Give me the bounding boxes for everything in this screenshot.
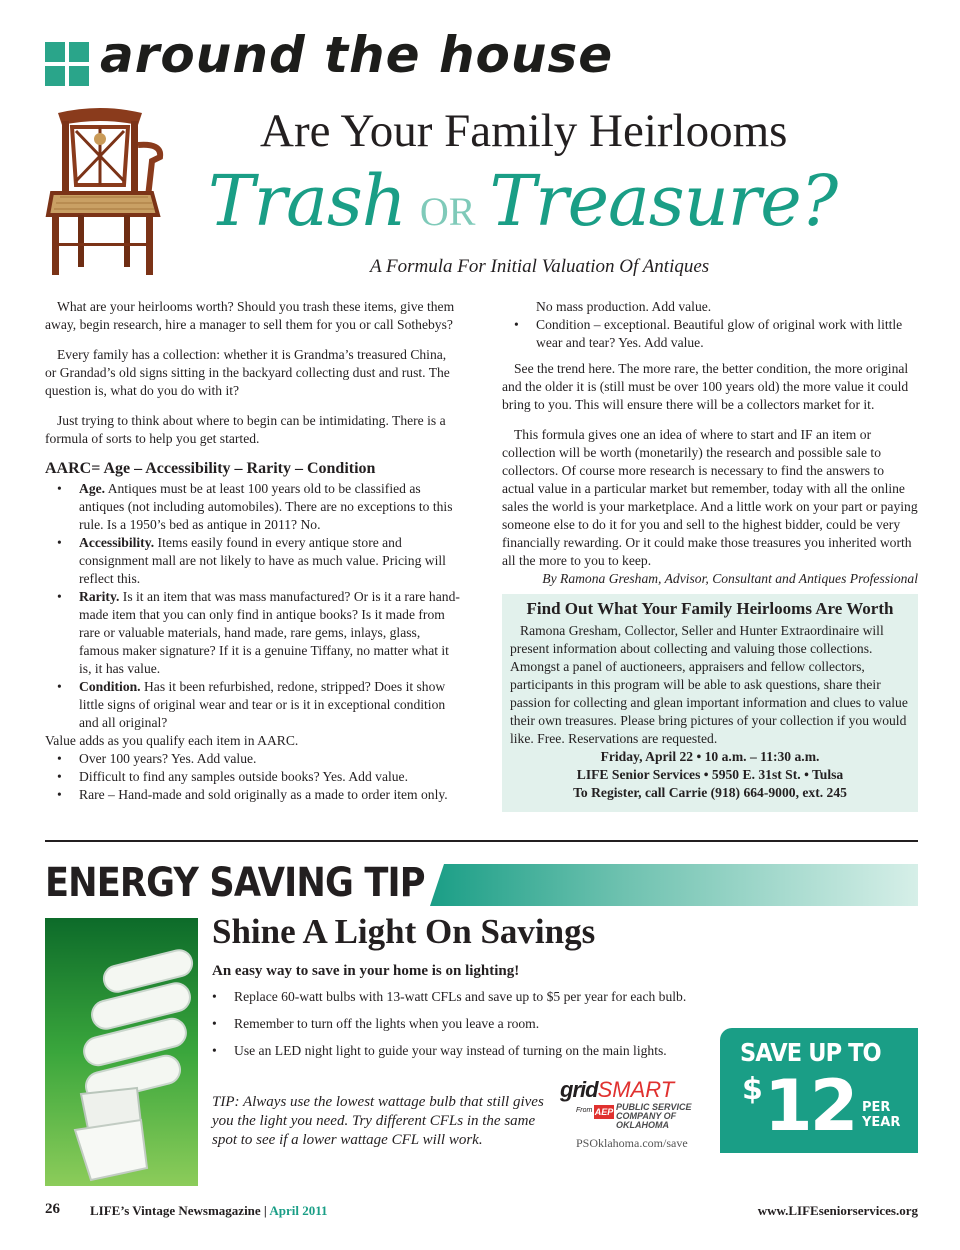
pso-from: From (576, 1107, 593, 1114)
list-item (45, 678, 460, 732)
list-item: • Rare – Hand-made and sold originally as a made to order item only. (45, 786, 460, 804)
list-item: • Replace 60-watt bulbs with 13-watt CFLs and save up to $5 per year for each bulb. (212, 989, 712, 1016)
section-title: around the house (100, 26, 614, 84)
energy-tips-list (212, 989, 712, 1070)
event-title: Find Out What Your Family Heirlooms Are Worth (526, 599, 894, 618)
criteria-text: Antiques must be at least 100 years old to be classified as antiques (not including automobiles). There are no exceptions to this rule. Is a 1950’s bed as antique in 2011? No. (79, 481, 453, 532)
energy-title: Shine A Light On Savings (212, 912, 596, 951)
list-item (45, 588, 460, 678)
page-number: 26 (45, 1201, 60, 1217)
gridsmart-smart: SMART (597, 1077, 675, 1102)
value-list (45, 750, 460, 804)
save-dollar: $ (742, 1072, 763, 1107)
aarc-heading: AARC= Age – Accessibility – Rarity – Condition (45, 460, 376, 477)
list-item: • Over 100 years? Yes. Add value. (45, 750, 460, 768)
headline-or: OR (419, 189, 476, 234)
pso-url: PSOklahoma.com/save (576, 1136, 688, 1150)
article-left-column (45, 298, 460, 804)
criteria-list (45, 480, 460, 732)
criteria-term: Accessibility. (79, 535, 155, 550)
pso-logo (576, 1103, 706, 1137)
energy-lead: An easy way to save in your home is on lighting! (212, 963, 520, 979)
list-item: • Use an LED night light to guide your way instead of turning on the main lights. (212, 1043, 712, 1070)
byline: By Ramona Gresham, Advisor, Consultant and Antiques Professional (542, 571, 918, 586)
section-logo-icon (45, 42, 91, 88)
criteria-term: Age. (79, 481, 106, 496)
energy-banner-title: ENERGY SAVING TIP (45, 860, 425, 906)
event-location: LIFE Senior Services • 5950 E. 31st St. • Tulsa (576, 767, 844, 782)
list-item (45, 534, 460, 588)
criteria-text: Has it been refurbished, redone, stripped? Does it show little signs of original wear and tear or is it in exceptional condition and all original? (79, 679, 446, 730)
list-item: • Condition – exceptional. Beautiful glow of original work with little wear and tear? Yes. Add value. (502, 316, 918, 352)
article-paragraph: Just trying to think about where to begin can be intimidating. There is a formula of sorts to help you get started. (45, 413, 446, 446)
antique-chair-image (40, 105, 170, 280)
magazine-title: LIFE’s Vintage Newsmagazine | (90, 1203, 270, 1218)
list-item: • Difficult to find any samples outside books? Yes. Add value. (45, 768, 460, 786)
save-badge (720, 1028, 918, 1153)
save-per: PER (862, 1100, 891, 1115)
article-paragraph: Every family has a collection: whether it is Grandma’s treasured China, or Grandad’s old signs sitting in the backyard collecting dust and rust. The question is, what do you do with it? (45, 347, 450, 398)
save-per-year (862, 1100, 900, 1130)
event-description: Ramona Gresham, Collector, Seller and Hunter Extraordinaire will present information about collecting and valuing those collections. Amongst a panel of auctioneers, appraisers and fellow collectors, participants in this program will be able to ask questions, share their passion for collecting and glean important information and clues to value their own treasures. Please bring pictures of your collection if you would like. Free. Reservations are requested. (510, 623, 908, 746)
tip-note: TIP: Always use the lowest wattage bulb that still gives you the light you need. Try different CFLs in the same spot to see if a lower wattage CFL will work. (212, 1094, 544, 1148)
article-paragraph: What are your heirlooms worth? Should you trash these items, give them away, begin research, hire a manager to sell them for you or call Sothebys? (45, 299, 455, 332)
article-paragraph: See the trend here. The more rare, the better condition, the more original and the older it is (still must be over 100 years old) the more value it could bring to you. This will ensure there will be a collectors market for it. (502, 361, 909, 412)
criteria-term: Rarity. (79, 589, 120, 604)
gridsmart-grid: grid (560, 1077, 598, 1102)
subheadline: A Formula For Initial Valuation Of Antiques (370, 256, 710, 277)
save-amount: 12 (764, 1065, 856, 1147)
headline-line-2 (208, 160, 837, 242)
website-url: www.LIFEseniorservices.org (757, 1203, 918, 1218)
value-continuation: No mass production. Add value. (536, 299, 712, 314)
list-item: • Remember to turn off the lights when you leave a room. (212, 1016, 712, 1043)
criteria-text: Is it an item that was mass manufactured? Or is it a rare hand-made item that you can only find in antique books? Is it made from rare or valuable materials, hand made, rare gems, inlays, glass, famous maker signature? If it is a genuine Tiffany, no matter what it is, it has value. (79, 589, 460, 676)
article-right-column (502, 298, 918, 588)
headline-treasure: Treasure? (489, 160, 838, 242)
event-date: Friday, April 22 • 10 a.m. – 11:30 a.m. (600, 749, 820, 764)
headline-line-1: Are Your Family Heirlooms (260, 105, 788, 157)
event-box (502, 594, 918, 812)
cfl-bulb-image (45, 918, 198, 1186)
value-intro: Value adds as you qualify each item in AARC. (45, 733, 299, 748)
article-paragraph: This formula gives one an idea of where to start and IF an item or collection will be worth (monetarily) the research and possible sale to collectors. Of course more research is necessary to find the answers to actual value in a particular market but remember, today with all the online sales the world is your marketplace. And a little work on your part or paying someone else to do it for you and sell to the highest bidder, could be very financially rewarding. Or it could make those treasures you inherited worth all the more to you to keep. (502, 427, 918, 568)
pso-company-name: PUBLIC SERVICE COMPANY OF OKLAHOMA (616, 1102, 692, 1130)
section-divider (45, 840, 918, 842)
criteria-term: Condition. (79, 679, 141, 694)
list-item (45, 480, 460, 534)
value-list-continued (502, 316, 918, 352)
headline-trash: Trash (208, 160, 406, 242)
save-line: SAVE UP TO (740, 1038, 881, 1067)
magazine-name (90, 1203, 327, 1219)
gridsmart-logo (560, 1077, 674, 1103)
event-registration: To Register, call Carrie (918) 664-9000, ext. 245 (573, 785, 847, 800)
save-year: YEAR (862, 1115, 901, 1130)
banner-gradient-bar (430, 864, 918, 906)
aep-logo-icon: AEP (594, 1107, 614, 1117)
issue-month: April 2011 (269, 1203, 328, 1218)
criteria-text: Items easily found in every antique store and consignment mall are not likely to have as much value. Pricing will reflect this. (79, 535, 446, 586)
